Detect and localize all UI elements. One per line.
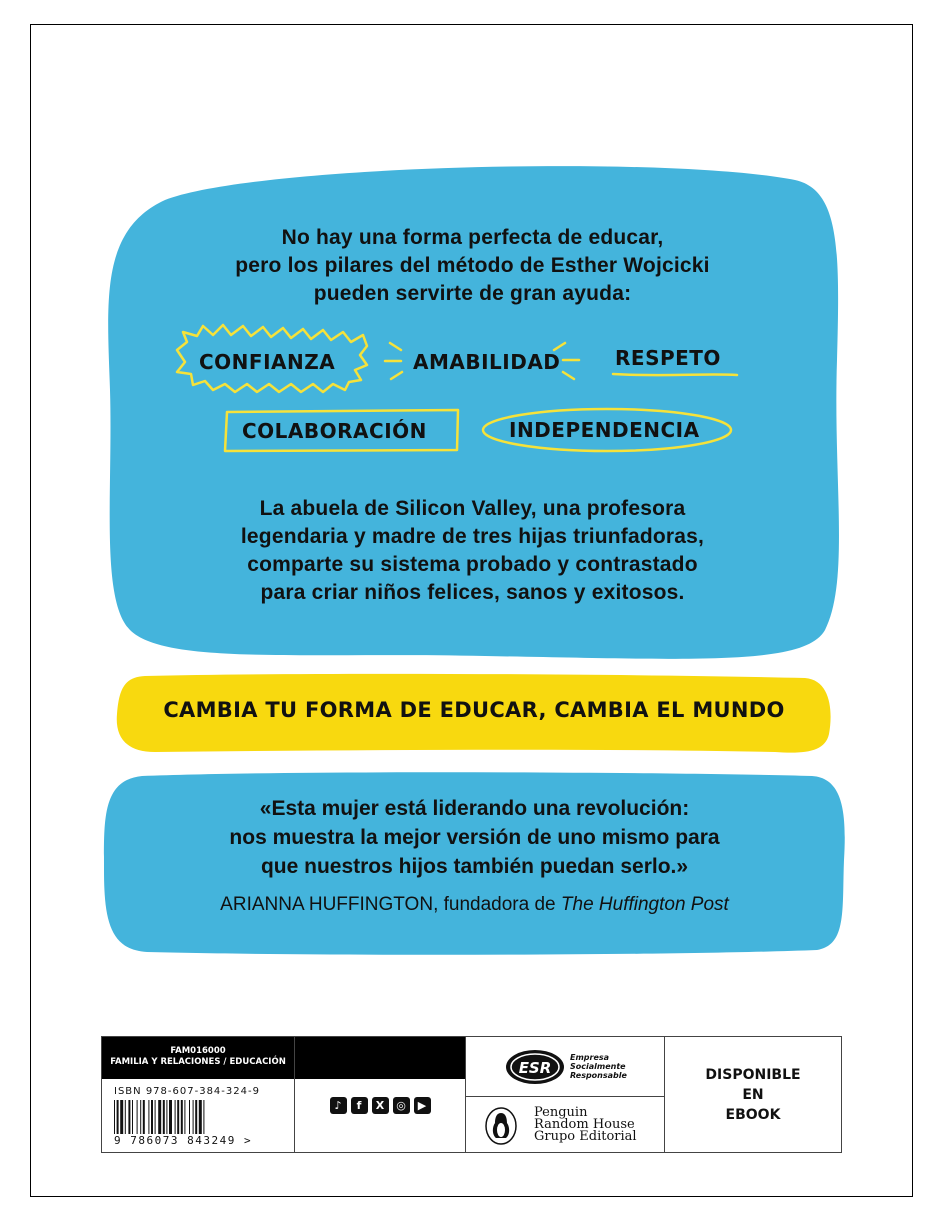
quote-publication: The Huffington Post xyxy=(560,894,729,915)
pillar-independencia: INDEPENDENCIA xyxy=(509,418,700,442)
instagram-icon[interactable]: ◎ xyxy=(393,1097,410,1114)
intro-line-2: pero los pilares del método de Esther Wojcicki xyxy=(235,254,710,277)
summary-line-4: para criar niños felices, sanos y exitosos. xyxy=(260,581,685,604)
ebook-cell xyxy=(665,1037,841,1152)
penguin-logo-icon xyxy=(484,1107,518,1145)
summary-line-3: comparte su sistema probado y contrastado xyxy=(247,553,698,576)
ebook-line-2: EBOOK xyxy=(725,1106,781,1123)
social-cell xyxy=(295,1037,466,1152)
intro-line-1: No hay una forma perfecta de educar, xyxy=(281,226,664,249)
quote-panel xyxy=(102,770,847,955)
quote-line-1: «Esta mujer está liderando una revolución: xyxy=(259,797,690,820)
publisher-line-3: Grupo Editorial xyxy=(534,1129,637,1144)
pillar-colaboracion: COLABORACIÓN xyxy=(242,419,427,443)
publisher-cell xyxy=(466,1037,665,1152)
facebook-icon[interactable]: f xyxy=(351,1097,368,1114)
footer-strip xyxy=(101,1036,842,1153)
tagline-text: CAMBIA TU FORMA DE EDUCAR, CAMBIA EL MUNDO xyxy=(163,698,785,722)
intro-line-3: pueden servirte de gran ayuda: xyxy=(313,282,632,305)
esr-box xyxy=(466,1037,664,1097)
pillar-confianza: CONFIANZA xyxy=(199,350,336,374)
quote-line-3: que nuestros hijos también puedan serlo.» xyxy=(260,855,689,878)
isbn-number: ISBN 978-607-384-324-9 xyxy=(114,1086,260,1097)
ebook-line-1: DISPONIBLE EN xyxy=(705,1066,801,1103)
publisher-name xyxy=(534,1107,637,1143)
summary-line-1: La abuela de Silicon Valley, una profesora xyxy=(259,497,686,520)
social-header-bar xyxy=(295,1037,465,1079)
top-blue-panel xyxy=(105,160,840,660)
barcode-icon xyxy=(114,1100,272,1134)
tagline-band xyxy=(115,672,833,754)
quote-author: ARIANNA HUFFINGTON xyxy=(220,894,434,915)
summary-text xyxy=(105,495,840,607)
x-icon[interactable]: X xyxy=(372,1097,389,1114)
quote-text xyxy=(102,794,847,881)
esr-line-3: Responsable xyxy=(570,1071,627,1080)
ebook-notice xyxy=(693,1065,813,1125)
quote-attribution xyxy=(102,894,847,916)
esr-mark: ESR xyxy=(518,1059,552,1077)
esr-logo-icon xyxy=(504,1047,566,1087)
bisac-category: FAMILIA Y RELACIONES / EDUCACIÓN xyxy=(110,1057,286,1067)
barcode-digits: 9 786073 843249 > xyxy=(114,1134,253,1147)
publisher-line-1: Penguin xyxy=(534,1105,588,1120)
esr-line-2: Socialmente xyxy=(570,1062,626,1071)
intro-text xyxy=(105,224,840,308)
quote-line-2: nos muestra la mejor versión de uno mismo para xyxy=(229,826,720,849)
isbn-cell xyxy=(102,1037,295,1152)
pillar-amabilidad: AMABILIDAD xyxy=(413,350,561,374)
social-icons xyxy=(295,1097,465,1114)
bisac-label xyxy=(102,1037,294,1079)
bisac-code: FAM016000 xyxy=(170,1046,226,1056)
publisher-line-2: Random House xyxy=(534,1117,635,1132)
esr-line-1: Empresa xyxy=(570,1053,610,1062)
summary-line-2: legendaria y madre de tres hijas triunfadoras, xyxy=(240,525,705,548)
quote-role: , fundadora de xyxy=(433,894,561,915)
pillar-respeto: RESPETO xyxy=(615,346,721,370)
tiktok-icon[interactable]: ♪ xyxy=(330,1097,347,1114)
youtube-icon[interactable]: ▶ xyxy=(414,1097,431,1114)
esr-label xyxy=(570,1053,627,1080)
